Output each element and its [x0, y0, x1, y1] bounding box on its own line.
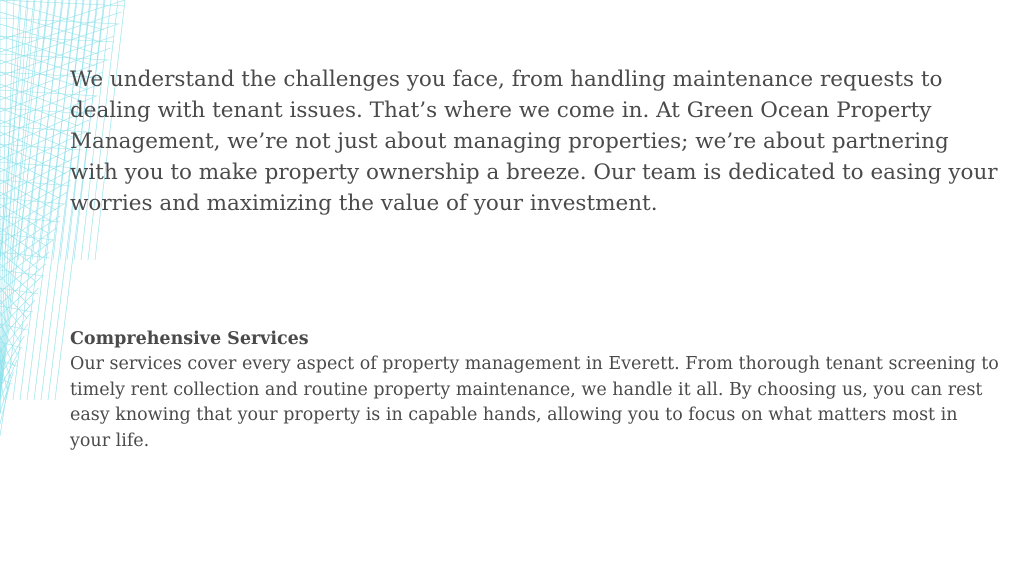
services-paragraph: Our services cover every aspect of property management in Everett. From thorough tenant screening to timely rent collection and routine property maintenance, we handle it all. By choosing us, you can rest easy knowing that your property is in capable hands, allowing you to focus on what matters most in your life.: [70, 354, 999, 451]
services-heading: Comprehensive Services: [70, 329, 309, 349]
services-section: [70, 326, 1000, 454]
intro-paragraph: We understand the challenges you face, from handling maintenance requests to dealing with tenant issues. That’s where we come in. At Green Ocean Property Management, we’re not just about managing properties; we’re about partnering with you to make property ownership a breeze. Our team is dedicated to easing your worries and maximizing the value of your investment.: [70, 67, 998, 216]
